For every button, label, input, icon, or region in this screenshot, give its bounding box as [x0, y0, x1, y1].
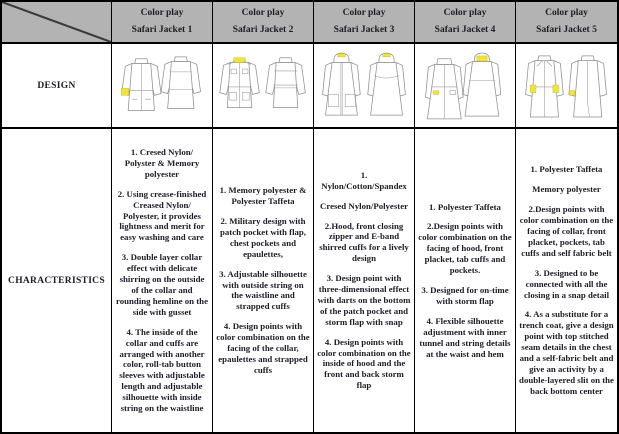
characteristic-item: 2.Design points with color combination on the facing of hood, front placket, tab cuffs and pockets.: [418, 221, 512, 276]
diagonal-divider-line: [2, 2, 111, 42]
jacket-4-sketch-icon: [418, 48, 512, 124]
header-item-label: Safari Jacket 5: [536, 24, 597, 35]
characteristic-item: Cresed Nylon/Polyester: [319, 200, 409, 211]
column-header-jacket-4: [415, 2, 516, 44]
jacket-1-sketch-icon: [115, 48, 209, 124]
characteristic-item: 4. Flexible silhouette adjustment with inner tunnel and string details at the waist and hem: [419, 315, 511, 359]
characteristics-cell-jacket-4: [415, 129, 516, 432]
characteristic-item: 3. Designed to be connected with all the closing in a snap detail: [523, 267, 610, 300]
yellow-waist-pocket-accent: [552, 85, 558, 93]
yellow-hood-accent: [338, 53, 346, 56]
yellow-pocket-accent: [433, 90, 439, 94]
header-group-label: Color play: [241, 8, 285, 18]
characteristics-cell-jacket-5: [516, 129, 617, 432]
yellow-waist-pocket-accent: [530, 85, 536, 93]
characteristic-item: 1. Memory polyester & Polyester Taffeta: [219, 185, 307, 207]
jacket-3-sketch-icon: [317, 48, 411, 124]
characteristic-item: 4. Design points with color combination on the facing of the collar, epaulettes and strapped cuffs: [216, 321, 310, 375]
characteristic-item: 2.Design points with color combination on the facing of collar, front placket, pockets, tab cuffs and self fabric belt: [519, 204, 614, 258]
characteristic-item: 3. Double layer collar effect with delicate shirring on the outside of the collar and rounding hemline on the side with gusset: [116, 252, 208, 317]
characteristic-item: 1. Polyester Taffeta: [530, 164, 603, 175]
characteristic-item: 1. Polyester Taffeta: [429, 201, 501, 212]
design-cell-jacket-2: [213, 44, 314, 129]
characteristic-item: 3. Design point with three-dimensional effect with darts on the bottom of the patch pocket and storm flap with snap: [317, 273, 411, 327]
characteristic-item: 1. Nylon/Cotton/Spandex: [321, 169, 407, 191]
characteristic-item: 1. Cresed Nylon/ Polyster & Memory polyester: [124, 147, 200, 179]
yellow-hood-accent: [383, 53, 391, 56]
characteristic-item: 4. The inside of the collar and cuffs are arranged with another color, roll-tab button sleeves with adjustable length and adjustable silhouette with inside string on the waistline: [119, 326, 205, 414]
header-group-label: Color play: [443, 8, 487, 18]
yellow-cuff-accent: [121, 88, 129, 95]
design-cell-jacket-4: [415, 44, 516, 129]
design-cell-jacket-3: [314, 44, 415, 129]
yellow-hood-lining-accent: [477, 55, 487, 60]
design-cell-jacket-5: [516, 44, 617, 129]
characteristic-item: 2. Military design with patch pocket with flap, chest pockets and epaulettes,: [219, 216, 307, 259]
header-group-label: Color play: [545, 8, 588, 18]
characteristics-cell-jacket-1: [112, 129, 213, 432]
row-label-design: DESIGN: [2, 44, 112, 129]
characteristic-item: 4. As a substitute for a trench coat, give a design point with top stitched seam details in the chest and a self-fabric belt and give an activity by a double-layered slit on the back bottom center: [519, 309, 614, 396]
column-header-jacket-1: [112, 2, 213, 44]
characteristic-item: 2. Using crease-finished Creased Nylon/ Polyester, it provides lightness and merit for easy washing and care: [117, 188, 207, 243]
characteristic-item: 4. Design points with color combination on the inside of hood and the front and back storm flap: [317, 336, 411, 391]
characteristic-item: Memory polyester: [532, 184, 601, 195]
characteristics-cell-jacket-2: [213, 129, 314, 432]
column-header-jacket-3: [314, 2, 415, 44]
characteristic-item: 3. Designed for on-time with storm flap: [421, 285, 509, 306]
jacket-5-sketch-icon: [520, 48, 614, 124]
yellow-cuff-accent: [569, 90, 575, 95]
header-group-label: Color play: [140, 8, 184, 18]
header-item-label: Safari Jacket 3: [333, 24, 395, 35]
header-item-label: Safari Jacket 2: [232, 24, 294, 35]
header-group-label: Color play: [342, 8, 386, 18]
corner-cell: [2, 2, 112, 44]
jacket-2-sketch-icon: [216, 48, 310, 124]
header-item-label: Safari Jacket 4: [434, 24, 496, 35]
header-item-label: Safari Jacket 1: [131, 24, 193, 35]
characteristic-item: 2.Hood, front closing zipper and E-band shirred cuffs for a lively design: [319, 220, 409, 264]
row-label-characteristics: CHARACTERISTICS: [2, 129, 112, 432]
column-header-jacket-5: [516, 2, 617, 44]
column-header-jacket-2: [213, 2, 314, 44]
characteristics-cell-jacket-3: [314, 129, 415, 432]
characteristic-item: 3. Adjustable silhouette with outside string on the waistline and strapped cuffs: [219, 268, 307, 312]
design-cell-jacket-1: [112, 44, 213, 129]
